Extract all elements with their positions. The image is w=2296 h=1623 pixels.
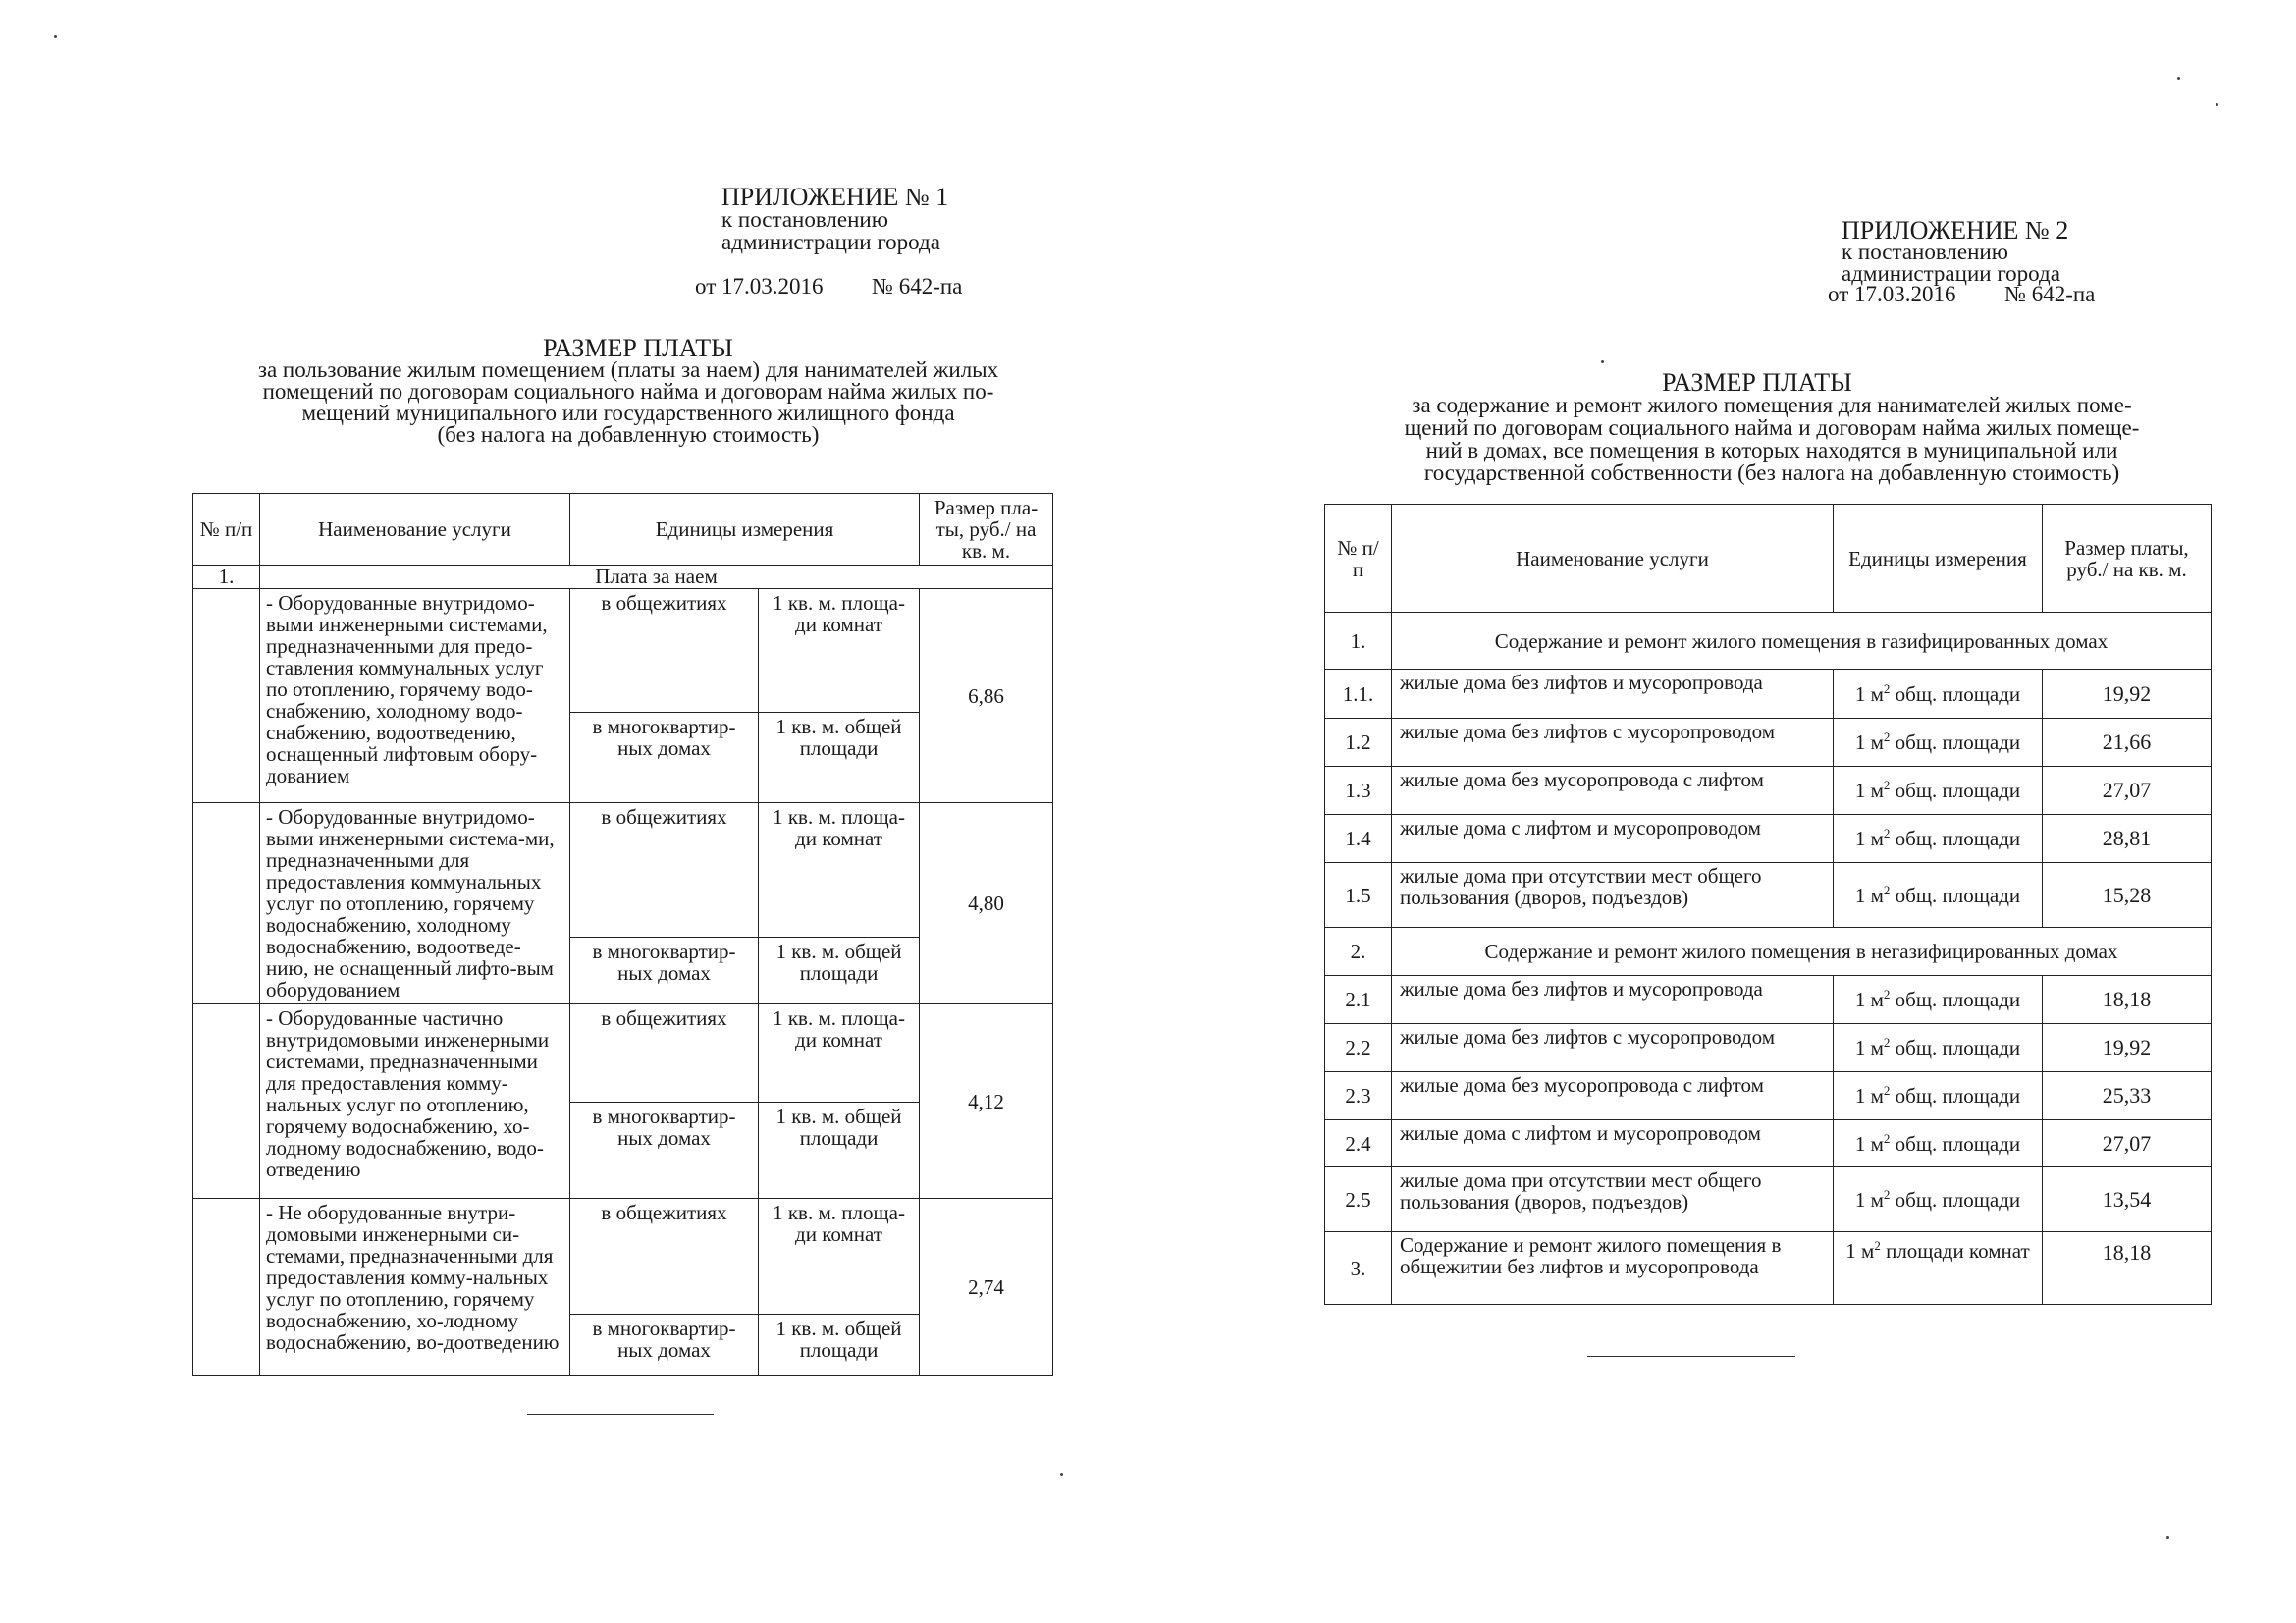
end-rule bbox=[1587, 1356, 1795, 1357]
unit-place: в общежитиях bbox=[570, 1004, 759, 1103]
row-num: 3. bbox=[1325, 1232, 1392, 1305]
appendix-2-date: от 17.03.2016 bbox=[1828, 282, 1956, 306]
unit-place: в многоквартир-ных домах bbox=[570, 1103, 759, 1199]
scan-speck bbox=[1060, 1473, 1063, 1476]
unit-measure: 1 кв. м. общей площади bbox=[759, 713, 920, 803]
scan-speck bbox=[2216, 103, 2218, 106]
subtitle-line: щений по договорам социального найма и договорам найма жилых помеще- bbox=[1404, 415, 2140, 440]
scan-speck bbox=[2166, 1536, 2169, 1539]
row-num: 1.5 bbox=[1325, 863, 1392, 928]
table-row bbox=[1325, 1024, 2212, 1072]
row-num bbox=[193, 1004, 260, 1199]
unit-place: в многоквартир-ных домах bbox=[570, 938, 759, 1004]
table-row bbox=[1325, 1232, 2212, 1305]
scan-speck bbox=[1601, 360, 1604, 363]
appendix-2-subtitle bbox=[1306, 394, 2238, 484]
subtitle-line: мещений муниципального или государственного жилищного фонда bbox=[301, 401, 955, 425]
table-row bbox=[1325, 670, 2212, 719]
row-service: - Не оборудованные внутри-домовыми инженерными си-стемами, предназначенными для предоставления комму-нальных услуг по отоплению, горячему водоснабжению, хо-лодному водоснабжению, во-доотведению bbox=[260, 1199, 570, 1376]
header-price: Размер платы, руб./ на кв. м. bbox=[2043, 505, 2212, 613]
row-unit: 1 $м^2$ общ. площади bbox=[1834, 976, 2043, 1024]
section-num: 1. bbox=[1325, 613, 1392, 670]
section-title: Содержание и ремонт жилого помещения в негазифицированных домах bbox=[1392, 928, 2212, 976]
row-num bbox=[193, 803, 260, 1004]
subtitle-line: (без налога на добавленную стоимость) bbox=[437, 422, 820, 447]
row-num: 1.1. bbox=[1325, 670, 1392, 719]
row-unit: 1 $м^2$ общ. площади bbox=[1834, 863, 2043, 928]
row-num: 1.3 bbox=[1325, 767, 1392, 815]
row-service: - Оборудованные внутридомо-выми инженерными система-ми, предназначенными для предоставления коммунальных услуг по отоплению, горячему водоснабжению, холодному водоснабжению, водоотведе-нию, не оснащенный лифто-вым оборудованием bbox=[260, 803, 570, 1004]
row-price: 27,07 bbox=[2043, 767, 2212, 815]
subtitle-line: помещений по договорам социального найма и договорам найма жилых по- bbox=[262, 379, 994, 404]
appendix-2-heading: ПРИЛОЖЕНИЕ № 2 bbox=[1842, 216, 2069, 244]
table-header-row bbox=[1325, 505, 2212, 613]
row-name: Содержание и ремонт жилого помещения в общежитии без лифтов и мусоропровода bbox=[1392, 1232, 1834, 1305]
section-row bbox=[1325, 613, 2212, 670]
table-row bbox=[193, 1004, 1053, 1103]
section-row bbox=[193, 566, 1053, 589]
appendix-1-number: № 642-па bbox=[872, 274, 963, 298]
table-row bbox=[1325, 1120, 2212, 1167]
header-num: № п/п bbox=[1325, 505, 1392, 613]
table-header-row bbox=[193, 494, 1053, 566]
row-unit: 1 $м^2$ площади комнат bbox=[1834, 1232, 2043, 1305]
row-unit: 1 $м^2$ общ. площади bbox=[1834, 1167, 2043, 1232]
header-price: Размер пла-ты, руб./ на кв. м. bbox=[920, 494, 1053, 566]
table-row bbox=[1325, 719, 2212, 767]
row-name: жилые дома без мусоропровода с лифтом bbox=[1392, 1072, 1834, 1120]
row-price: 4,12 bbox=[920, 1004, 1053, 1199]
header-units: Единицы измерения bbox=[1834, 505, 2043, 613]
section-num: 2. bbox=[1325, 928, 1392, 976]
row-price: 27,07 bbox=[2043, 1120, 2212, 1167]
table-row bbox=[1325, 1167, 2212, 1232]
row-price: 6,86 bbox=[920, 589, 1053, 803]
row-unit: 1 $м^2$ общ. площади bbox=[1834, 1072, 2043, 1120]
table-row bbox=[193, 803, 1053, 938]
scan-speck bbox=[2177, 77, 2180, 80]
unit-place: в многоквартир-ных домах bbox=[570, 713, 759, 803]
row-unit: 1 $м^2$ общ. площади bbox=[1834, 1024, 2043, 1072]
row-unit: 1 $м^2$ общ. площади bbox=[1834, 670, 2043, 719]
section-title: Плата за наем bbox=[260, 566, 1053, 589]
header-num: № п/п bbox=[193, 494, 260, 566]
row-price: 21,66 bbox=[2043, 719, 2212, 767]
table-row bbox=[1325, 815, 2212, 863]
header-service: Наименование услуги bbox=[1392, 505, 1834, 613]
row-name: жилые дома без лифтов с мусоропроводом bbox=[1392, 1024, 1834, 1072]
row-name: жилые дома с лифтом и мусоропроводом bbox=[1392, 1120, 1834, 1167]
row-name: жилые дома без лифтов и мусоропровода bbox=[1392, 670, 1834, 719]
header-service: Наименование услуги bbox=[260, 494, 570, 566]
row-unit: 1 $м^2$ общ. площади bbox=[1834, 1120, 2043, 1167]
unit-place: в общежитиях bbox=[570, 1199, 759, 1315]
row-num bbox=[193, 1199, 260, 1376]
row-price: 28,81 bbox=[2043, 815, 2212, 863]
row-name: жилые дома с лифтом и мусоропроводом bbox=[1392, 815, 1834, 863]
appendix-1-subtitle bbox=[157, 359, 1099, 446]
row-unit: 1 $м^2$ общ. площади bbox=[1834, 767, 2043, 815]
row-num bbox=[193, 589, 260, 803]
row-num: 1.4 bbox=[1325, 815, 1392, 863]
scan-speck bbox=[54, 35, 57, 38]
appendix-1-to-resolution: к постановлению bbox=[721, 207, 888, 232]
table-row bbox=[193, 589, 1053, 713]
unit-place: в общежитиях bbox=[570, 589, 759, 713]
section-title: Содержание и ремонт жилого помещения в газифицированных домах bbox=[1392, 613, 2212, 670]
row-price: 2,74 bbox=[920, 1199, 1053, 1376]
unit-measure: 1 кв. м. площа-ди комнат bbox=[759, 1004, 920, 1103]
appendix-2-administration: администрации города bbox=[1842, 261, 2060, 286]
table-row bbox=[1325, 1072, 2212, 1120]
row-name: жилые дома без мусоропровода с лифтом bbox=[1392, 767, 1834, 815]
row-price: 13,54 bbox=[2043, 1167, 2212, 1232]
row-num: 2.5 bbox=[1325, 1167, 1392, 1232]
row-name: жилые дома без лифтов с мусоропроводом bbox=[1392, 719, 1834, 767]
appendix-1-heading: ПРИЛОЖЕНИЕ № 1 bbox=[721, 183, 949, 211]
header-units: Единицы измерения bbox=[570, 494, 920, 566]
unit-measure: 1 кв. м. площа-ди комнат bbox=[759, 1199, 920, 1315]
end-rule bbox=[527, 1414, 714, 1415]
row-name: жилые дома при отсутствии мест общего пользования (дворов, подъездов) bbox=[1392, 863, 1834, 928]
row-num: 2.4 bbox=[1325, 1120, 1392, 1167]
row-num: 1.2 bbox=[1325, 719, 1392, 767]
row-price: 19,92 bbox=[2043, 1024, 2212, 1072]
unit-measure: 1 кв. м. площа-ди комнат bbox=[759, 803, 920, 938]
appendix-1-title: РАЗМЕР ПЛАТЫ bbox=[543, 334, 733, 362]
table-row bbox=[1325, 863, 2212, 928]
section-row bbox=[1325, 928, 2212, 976]
unit-measure: 1 кв. м. общей площади bbox=[759, 1315, 920, 1376]
appendix-2-title: РАЗМЕР ПЛАТЫ bbox=[1662, 368, 1852, 397]
row-name: жилые дома при отсутствии мест общего пользования (дворов, подъездов) bbox=[1392, 1167, 1834, 1232]
row-price: 18,18 bbox=[2043, 976, 2212, 1024]
unit-measure: 1 кв. м. общей площади bbox=[759, 1103, 920, 1199]
appendix-2-number: № 642-па bbox=[2004, 282, 2096, 306]
row-num: 2.1 bbox=[1325, 976, 1392, 1024]
row-service: - Оборудованные внутридомо-выми инженерными системами, предназначенными для предо-ставления коммунальных услуг по отоплению, горячему водо-снабжению, холодному водо-снабжению, водоотведению, оснащенный лифтовым обору-дованием bbox=[260, 589, 570, 803]
unit-measure: 1 кв. м. общей площади bbox=[759, 938, 920, 1004]
subtitle-line: за пользование жилым помещением (платы за наем) для нанимателей жилых bbox=[257, 357, 999, 382]
table-row bbox=[193, 1199, 1053, 1315]
appendix-1-administration: администрации города bbox=[721, 230, 940, 254]
row-price: 25,33 bbox=[2043, 1072, 2212, 1120]
appendix-1-date: от 17.03.2016 bbox=[695, 274, 824, 298]
row-service: - Оборудованные частично внутридомовыми инженерными системами, предназначенными для предоставления комму-нальных услуг по отоплению, горячему водоснабжению, хо-лодному водоснабжению, водо-отведению bbox=[260, 1004, 570, 1199]
row-price: 19,92 bbox=[2043, 670, 2212, 719]
appendix-2-to-resolution: к постановлению bbox=[1842, 240, 2008, 264]
table-row bbox=[1325, 976, 2212, 1024]
table-row bbox=[1325, 767, 2212, 815]
row-name: жилые дома без лифтов и мусоропровода bbox=[1392, 976, 1834, 1024]
unit-measure: 1 кв. м. площа-ди комнат bbox=[759, 589, 920, 713]
rent-table bbox=[192, 493, 1053, 1376]
maintenance-table bbox=[1324, 504, 2212, 1305]
section-num: 1. bbox=[193, 566, 260, 589]
row-price: 15,28 bbox=[2043, 863, 2212, 928]
row-unit: 1 $м^2$ общ. площади bbox=[1834, 719, 2043, 767]
subtitle-line: государственной собственности (без налога на добавленную стоимость) bbox=[1423, 460, 2120, 485]
row-num: 2.3 bbox=[1325, 1072, 1392, 1120]
subtitle-line: ний в домах, все помещения в которых находятся в муниципальной или bbox=[1425, 438, 2118, 462]
subtitle-line: за содержание и ремонт жилого помещения для нанимателей жилых поме- bbox=[1412, 393, 2132, 417]
unit-place: в многоквартир-ных домах bbox=[570, 1315, 759, 1376]
row-price: 18,18 bbox=[2043, 1232, 2212, 1305]
row-unit: 1 $м^2$ общ. площади bbox=[1834, 815, 2043, 863]
unit-place: в общежитиях bbox=[570, 803, 759, 938]
row-price: 4,80 bbox=[920, 803, 1053, 1004]
row-num: 2.2 bbox=[1325, 1024, 1392, 1072]
